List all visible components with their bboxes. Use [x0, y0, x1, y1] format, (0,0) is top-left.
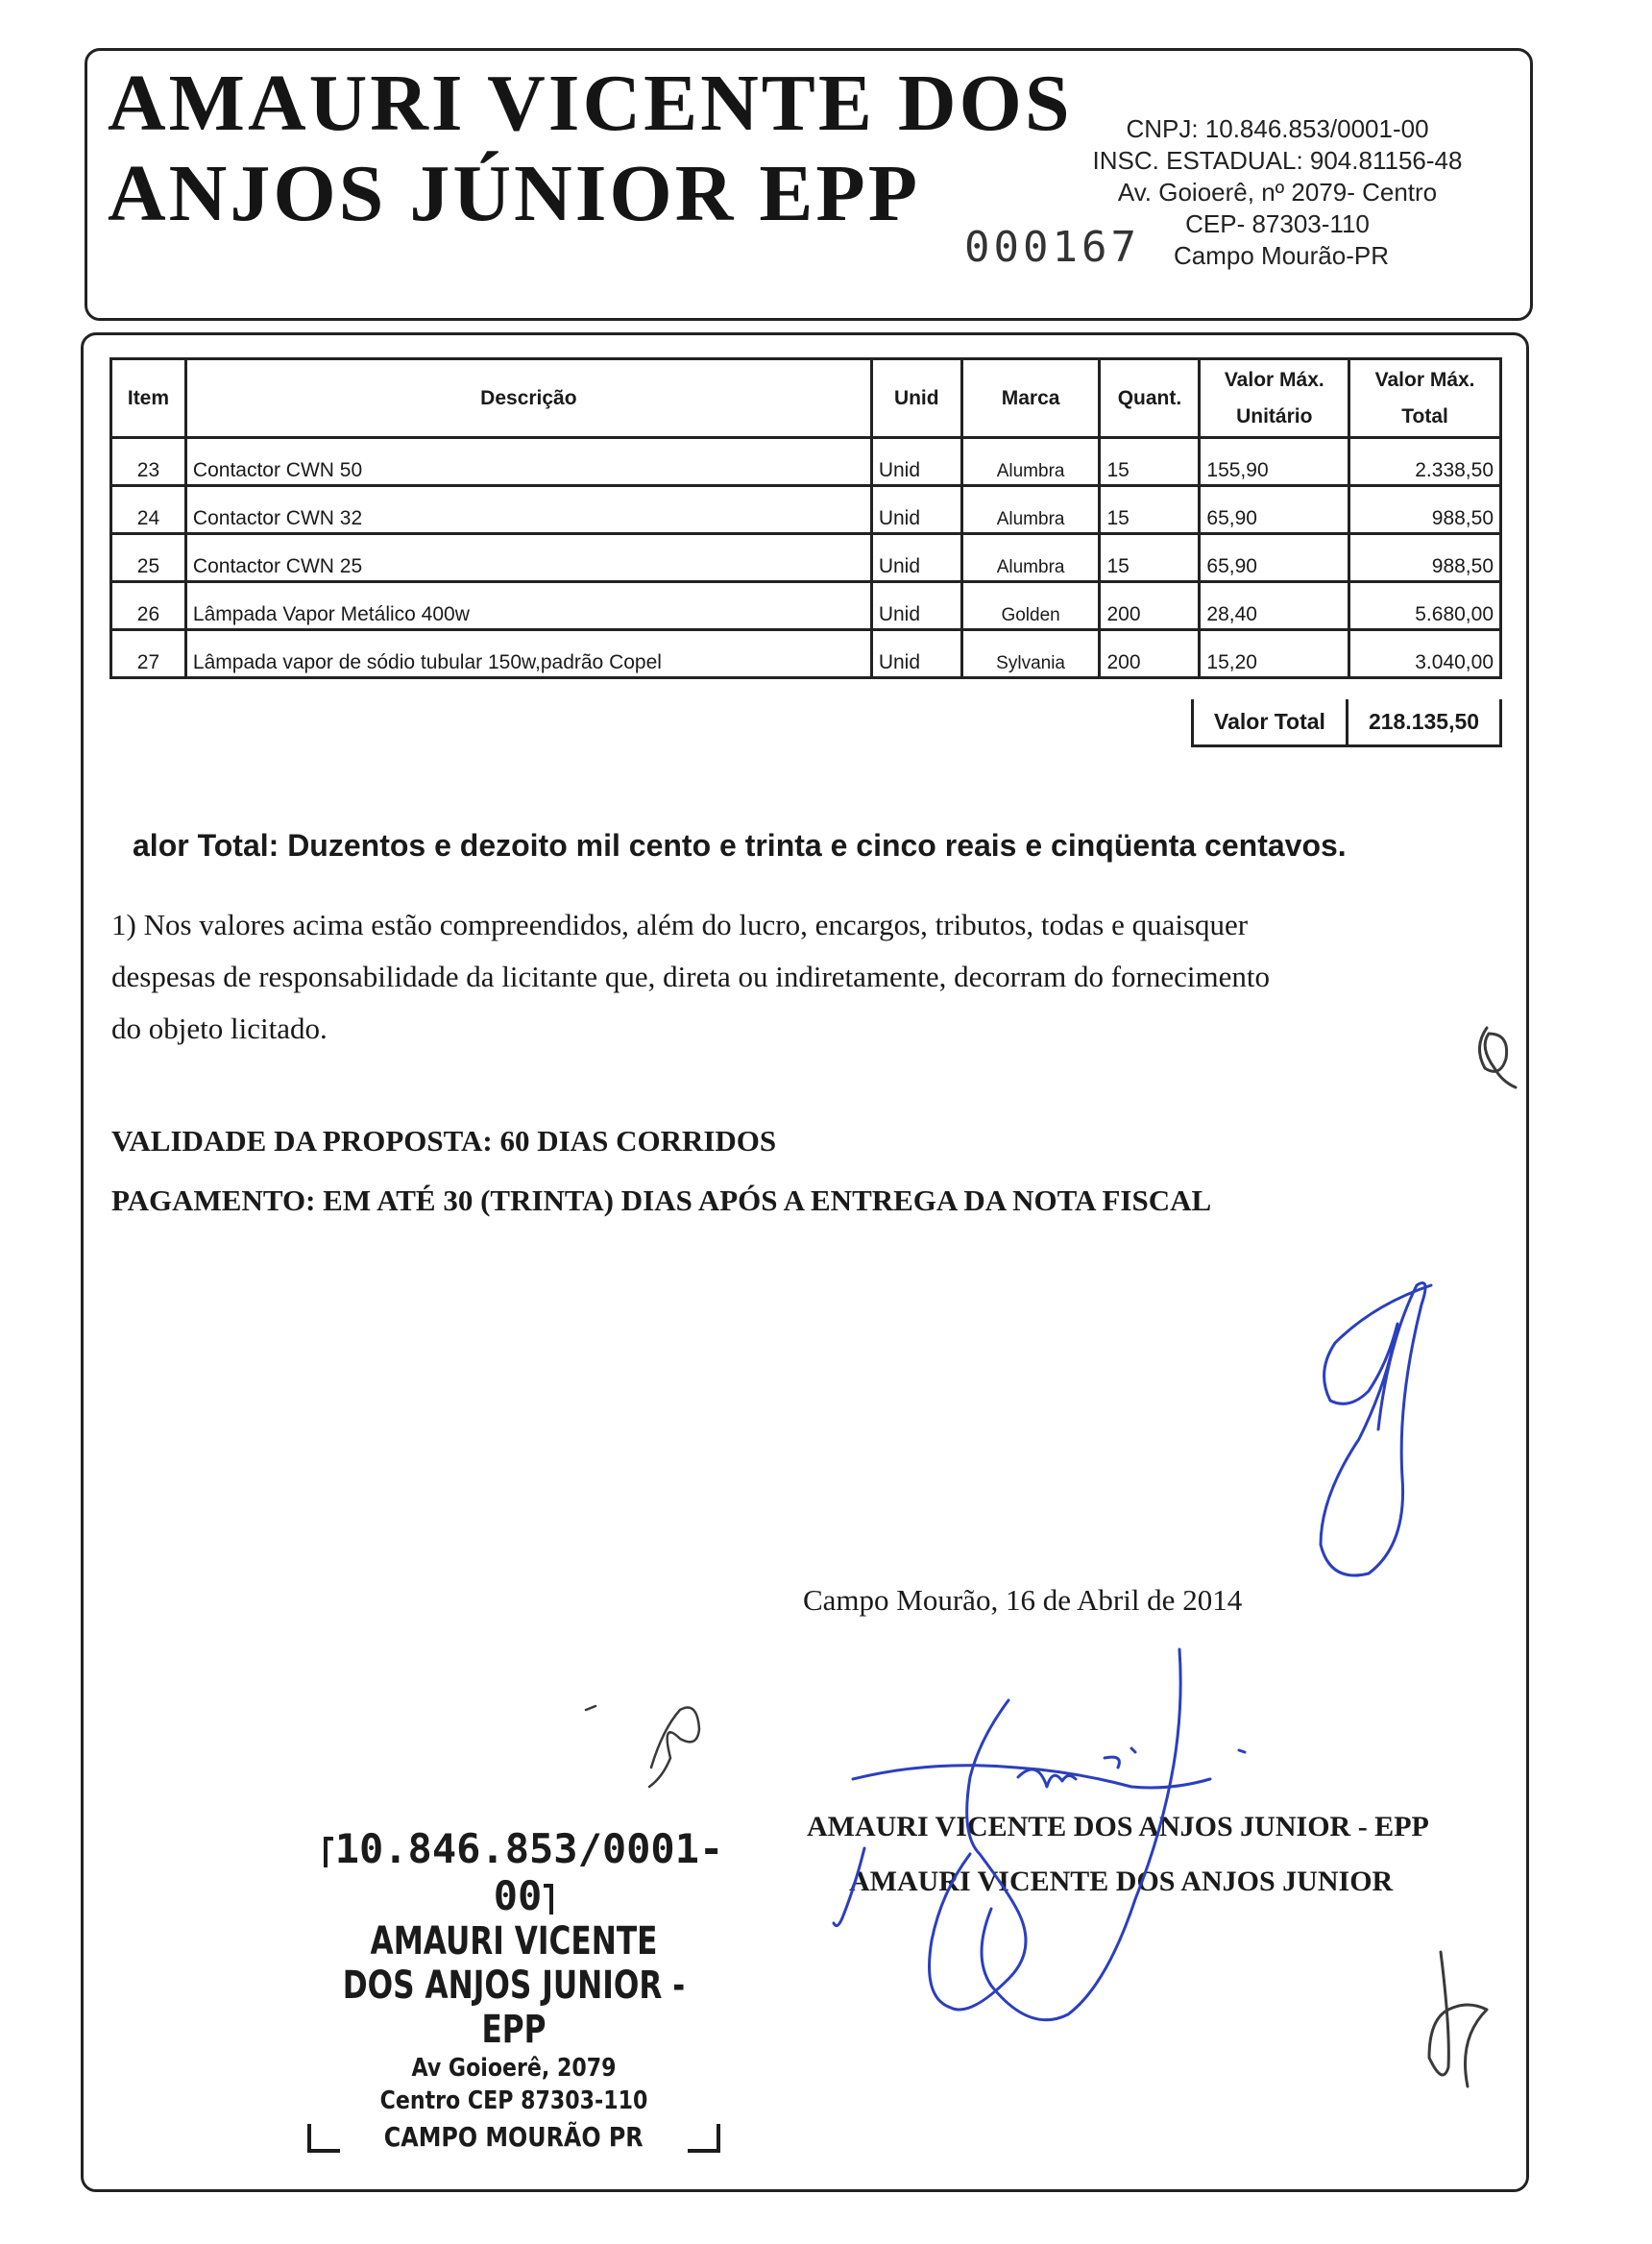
company-name-line2: ANJOS JÚNIOR EPP: [108, 149, 921, 238]
cell-marca: Golden: [961, 582, 1100, 630]
place-and-date: Campo Mourão, 16 de Abril de 2014: [803, 1583, 1243, 1617]
ie-text: INSC. ESTADUAL: 904.81156-48: [1092, 146, 1463, 175]
cell-quant: 15: [1100, 486, 1200, 534]
col-descricao: Descrição: [185, 359, 871, 438]
cell-unitario: 155,90: [1200, 438, 1349, 486]
cell-marca: Alumbra: [961, 438, 1100, 486]
stamp-name1: AMAURI VICENTE: [370, 1919, 658, 1964]
cell-marca: Alumbra: [961, 486, 1100, 534]
main-signature: [834, 1649, 1245, 2020]
total-in-words: alor Total: Duzentos e dezoito mil cento e trinta e cinco reais e cinqüenta centavos.: [133, 828, 1347, 863]
cell-item: 26: [111, 582, 186, 630]
cell-descricao: Contactor CWN 50: [185, 438, 871, 486]
cell-descricao: Contactor CWN 25: [185, 534, 871, 582]
city-text: Campo Mourão-PR: [1174, 241, 1389, 270]
cell-descricao: Lâmpada vapor de sódio tubular 150w,padrão Copel: [185, 630, 871, 678]
cell-quant: 15: [1100, 534, 1200, 582]
grand-total-value: 218.135,50: [1368, 709, 1480, 734]
signatory-name: AMAURI VICENTE DOS ANJOS JUNIOR: [849, 1866, 1394, 1897]
cell-unid: Unid: [871, 534, 961, 582]
col-marca: Marca: [961, 359, 1100, 438]
cell-unid: Unid: [871, 438, 961, 486]
cell-quant: 200: [1100, 630, 1200, 678]
paragraph-line: do objeto licitado.: [111, 1012, 328, 1045]
col-quant: Quant.: [1100, 359, 1200, 438]
cell-unid: Unid: [871, 630, 961, 678]
paragraph-line: 1) Nos valores acima estão compreendidos, além do lucro, encargos, tributos, todas e quaisquer: [111, 908, 1249, 941]
col-valor-unitario: Valor Máx. Unitário: [1200, 359, 1349, 438]
signatory-company: AMAURI VICENTE DOS ANJOS JUNIOR - EPP: [807, 1811, 1429, 1842]
cell-unitario: 65,90: [1200, 486, 1349, 534]
payment-line: PAGAMENTO: EM ATÉ 30 (TRINTA) DIAS APÓS A ENTREGA DA NOTA FISCAL: [111, 1183, 1212, 1217]
cell-unitario: 65,90: [1200, 534, 1349, 582]
cell-marca: Sylvania: [961, 630, 1100, 678]
cell-unitario: 28,40: [1200, 582, 1349, 630]
stamp-name2: DOS ANJOS JUNIOR - EPP: [342, 1964, 686, 2052]
document-number: 000167: [964, 223, 1140, 272]
cell-quant: 200: [1100, 582, 1200, 630]
cell-total: 988,50: [1349, 486, 1501, 534]
stamp-city: CAMPO MOURÃO PR: [384, 2121, 644, 2153]
cell-item: 24: [111, 486, 186, 534]
rubric-large-signature: [1321, 1283, 1431, 1576]
col-unid: Unid: [871, 359, 961, 438]
bottom-right-initials: [1429, 1952, 1487, 2086]
company-name-line1: AMAURI VICENTE DOS: [108, 59, 1073, 148]
cell-total: 3.040,00: [1349, 630, 1501, 678]
validity-line: VALIDADE DA PROPOSTA: 60 DIAS CORRIDOS: [111, 1124, 777, 1158]
cell-marca: Alumbra: [961, 534, 1100, 582]
rubric-margin-signature: [1479, 1028, 1516, 1087]
cell-unid: Unid: [871, 582, 961, 630]
cnpj-text: CNPJ: 10.846.853/0001-00: [1126, 114, 1429, 143]
grand-total-label: Valor Total: [1194, 699, 1348, 744]
stamp-address: Av Goioerê, 2079: [411, 2054, 617, 2083]
cell-item: 27: [111, 630, 186, 678]
paragraph-line: despesas de responsabilidade da licitante que, direta ou indiretamente, decorram do fornecimento: [111, 960, 1270, 993]
cell-quant: 15: [1100, 438, 1200, 486]
cell-unitario: 15,20: [1200, 630, 1349, 678]
cell-total: 2.338,50: [1349, 438, 1501, 486]
col-item: Item: [111, 359, 186, 438]
cell-unid: Unid: [871, 486, 961, 534]
stamp-cnpj: 10.846.853/0001-00: [307, 1825, 740, 1919]
cell-item: 23: [111, 438, 186, 486]
stamp-rubric: [586, 1706, 699, 1787]
cell-total: 988,50: [1349, 534, 1501, 582]
stamp-cep: Centro CEP 87303-110: [379, 2086, 648, 2115]
cell-descricao: Contactor CWN 32: [185, 486, 871, 534]
cell-item: 25: [111, 534, 186, 582]
cep-text: CEP- 87303-110: [1185, 209, 1370, 238]
col-valor-total: Valor Máx. Total: [1349, 359, 1501, 438]
cell-total: 5.680,00: [1349, 582, 1501, 630]
address-text: Av. Goioerê, nº 2079- Centro: [1117, 178, 1438, 207]
cell-descricao: Lâmpada Vapor Metálico 400w: [185, 582, 871, 630]
